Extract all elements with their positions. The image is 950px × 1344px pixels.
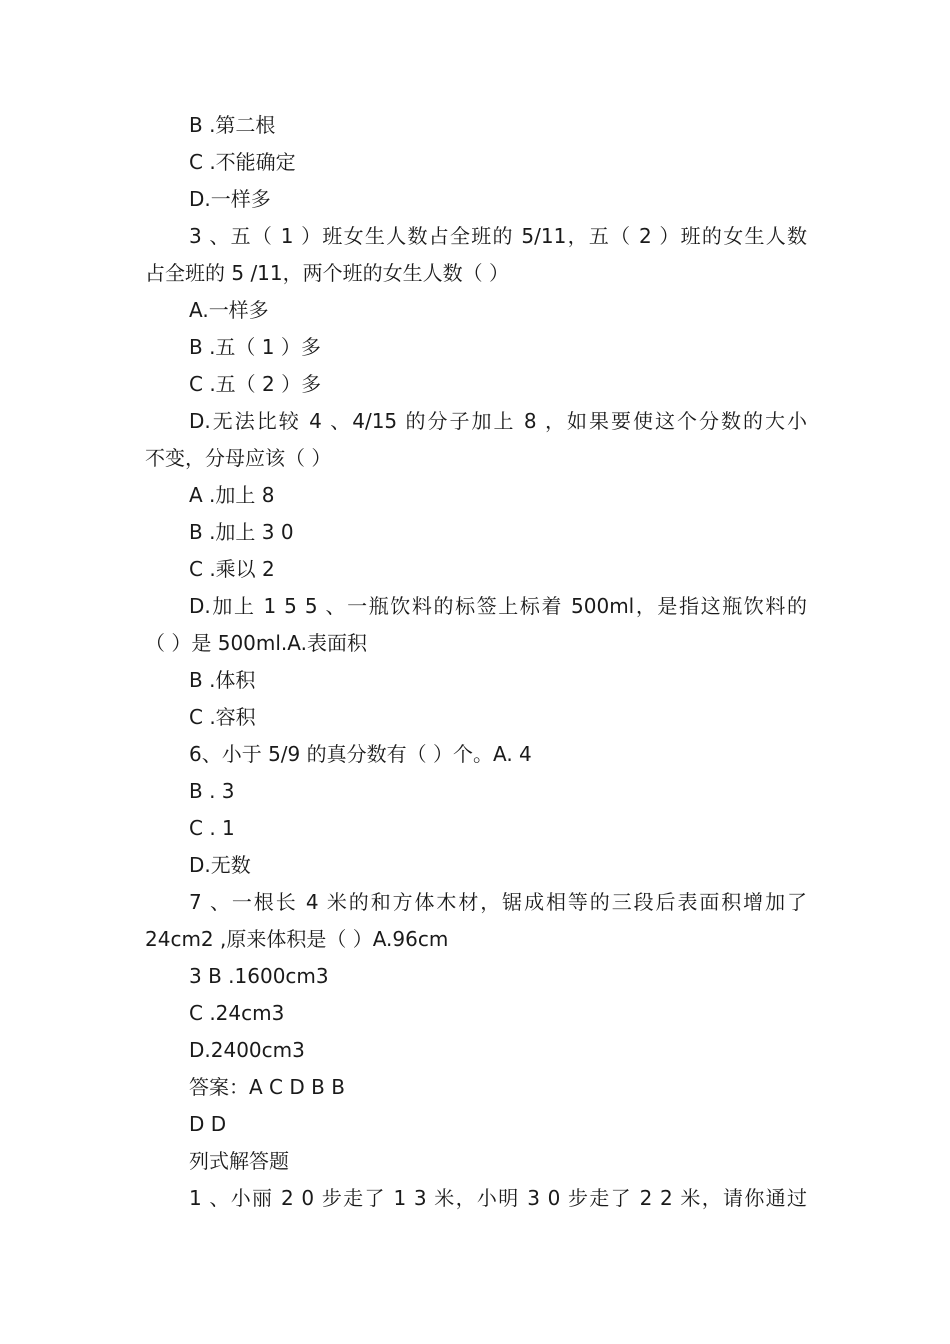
text-line: C .五（ 2 ）多	[189, 372, 322, 396]
text-line: C .乘以 2	[189, 557, 275, 581]
text-line: D.无法比较 4 、4/15 的分子加上 8 ，如果要使这个分数的大小	[189, 409, 807, 433]
text-line: B .第二根	[189, 113, 276, 137]
text-line: 6、小于 5/9 的真分数有（ ）个。A. 4	[189, 742, 532, 766]
text-line: B .体积	[189, 668, 256, 692]
text-line: 1 、小丽 2 0 步走了 1 3 米，小明 3 0 步走了 2 2 米，请你通过	[189, 1186, 807, 1210]
text-line: 列式解答题	[189, 1149, 289, 1173]
text-line: 24cm2 ,原来体积是（ ）A.96cm	[145, 927, 449, 951]
text-line: D.一样多	[189, 187, 271, 211]
text-line: B .加上 3 0	[189, 520, 294, 544]
text-line: D.2400cm3	[189, 1038, 305, 1062]
text-line: （ ）是 500ml.A.表面积	[145, 631, 367, 655]
text-line: C .容积	[189, 705, 256, 729]
text-line: 3 、五（ 1 ）班女生人数占全班的 5/11，五（ 2 ）班的女生人数	[189, 224, 807, 248]
text-line: B .五（ 1 ）多	[189, 335, 321, 359]
text-line: 不变，分母应该（ ）	[145, 446, 332, 470]
document-body	[145, 107, 810, 1217]
text-line: A.一样多	[189, 298, 269, 322]
text-line: C .24cm3	[189, 1001, 285, 1025]
text-line: C .不能确定	[189, 150, 296, 174]
text-line: D.加上 1 5 5 、一瓶饮料的标签上标着 500ml，是指这瓶饮料的	[189, 594, 807, 618]
text-line: B . 3	[189, 779, 235, 803]
text-line: A .加上 8	[189, 483, 275, 507]
text-line: 7 、一根长 4 米的和方体木材，锯成相等的三段后表面积增加了	[189, 890, 807, 914]
text-line: 3 B .1600cm3	[189, 964, 329, 988]
text-line: D D	[189, 1112, 227, 1136]
text-line: 占全班的 5 /11，两个班的女生人数（ ）	[145, 261, 509, 285]
text-line: C . 1	[189, 816, 235, 840]
text-line: D.无数	[189, 853, 251, 877]
text-line: 答案：A C D B B	[189, 1075, 345, 1099]
